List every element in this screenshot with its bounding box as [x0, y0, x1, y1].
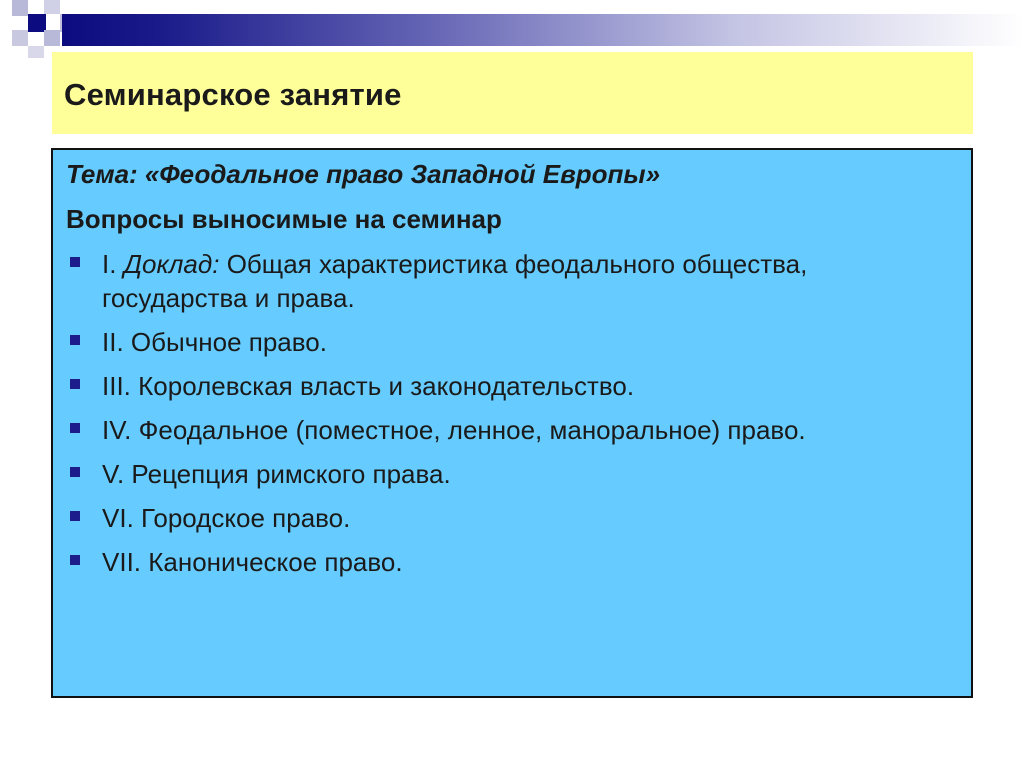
deco-square	[12, 30, 28, 46]
list-item	[66, 413, 946, 447]
title-bar	[52, 52, 973, 134]
square-bullet-icon	[70, 335, 80, 345]
item-number: V.	[102, 459, 125, 489]
deco-square	[12, 0, 28, 16]
item-number: IV.	[102, 415, 132, 445]
item-text: Общая характеристика феодального общества, государства и права.	[102, 249, 808, 313]
item-text: Каноническое право.	[148, 547, 403, 577]
list-item	[66, 325, 946, 359]
square-bullet-icon	[70, 467, 80, 477]
item-italic-label: Доклад:	[123, 249, 220, 279]
square-bullet-icon	[70, 257, 80, 267]
questions-list	[66, 247, 946, 579]
list-item	[66, 369, 946, 403]
item-text: Феодальное (поместное, ленное, маноральное) право.	[138, 415, 806, 445]
item-number: II.	[102, 327, 124, 357]
header-decoration	[0, 0, 1024, 60]
item-text: Обычное право.	[130, 327, 327, 357]
header-gradient-band	[62, 14, 1024, 46]
list-item	[66, 545, 946, 579]
deco-square	[44, 0, 60, 14]
deco-square	[44, 30, 60, 46]
square-bullet-icon	[70, 511, 80, 521]
questions-heading: Вопросы выносимые на семинар	[66, 204, 502, 234]
topic-line: Тема: «Феодальное право Западной Европы»	[66, 159, 661, 189]
item-text: Рецепция римского права.	[131, 459, 451, 489]
item-number: VII.	[102, 547, 142, 577]
item-number: VI.	[102, 503, 134, 533]
list-item	[66, 247, 946, 315]
list-item	[66, 501, 946, 535]
item-text: Королевская власть и законодательство.	[138, 371, 635, 401]
square-bullet-icon	[70, 423, 80, 433]
item-number: I.	[102, 249, 117, 279]
slide-title: Семинарское занятие	[64, 77, 402, 112]
item-text: Городское право.	[141, 503, 351, 533]
item-number: III.	[102, 371, 131, 401]
list-item	[66, 457, 946, 491]
deco-square	[28, 46, 44, 58]
content-box	[51, 148, 973, 698]
square-bullet-icon	[70, 379, 80, 389]
square-bullet-icon	[70, 555, 80, 565]
